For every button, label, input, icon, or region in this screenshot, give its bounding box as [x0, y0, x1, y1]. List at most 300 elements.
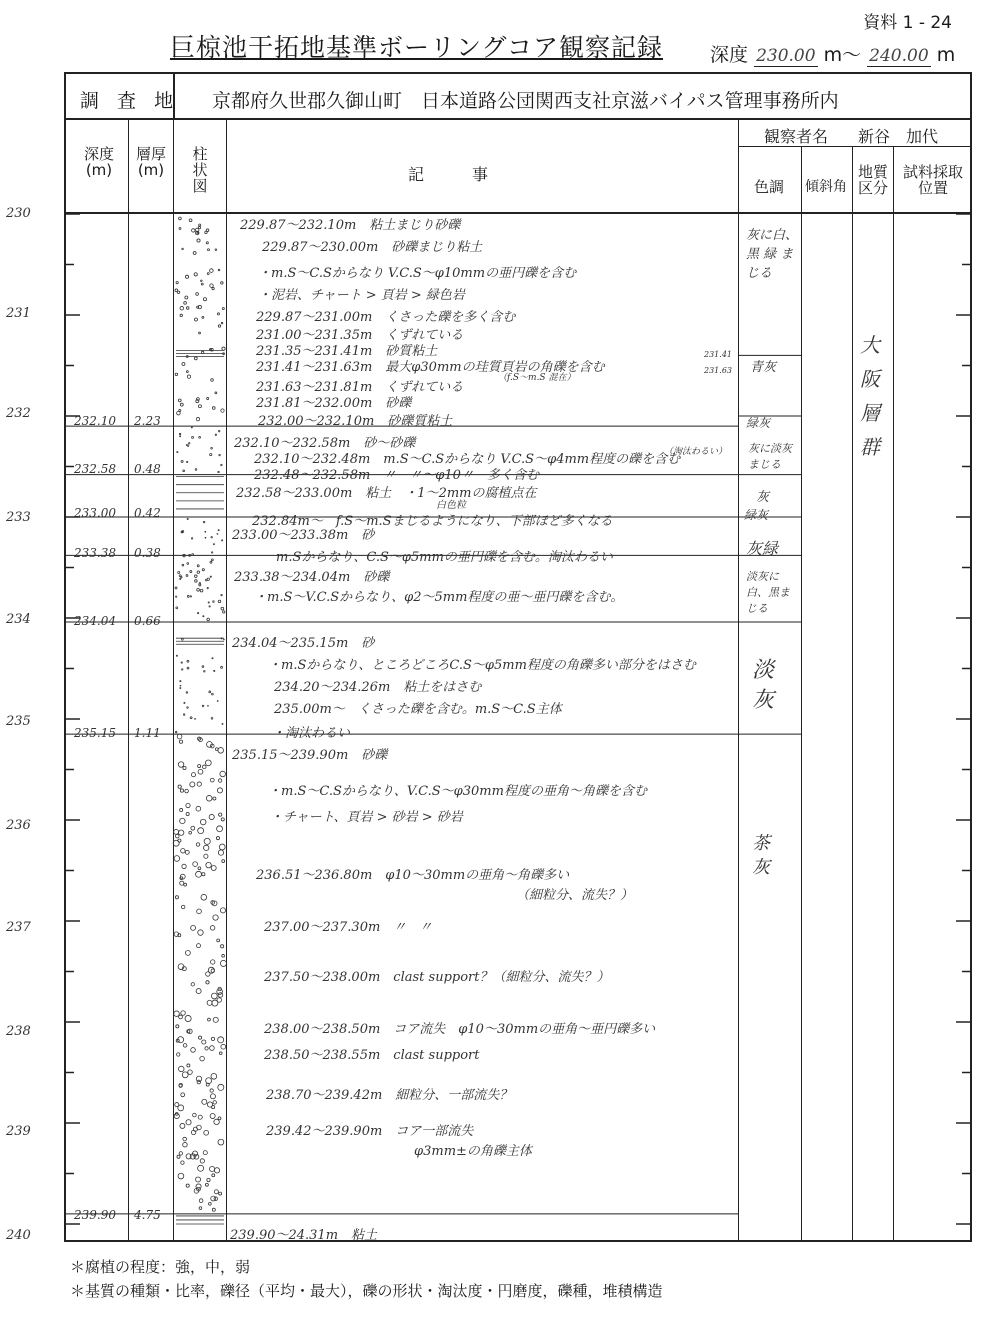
gravel-symbol — [217, 313, 219, 315]
depth-tick: 235 — [6, 714, 31, 729]
gravel-symbol — [186, 803, 190, 807]
gravel-symbol — [218, 325, 220, 327]
gravel-symbol — [194, 318, 197, 321]
gravel-symbol — [203, 1151, 207, 1155]
gravel-symbol — [177, 411, 181, 415]
description-entry: 238.50〜238.55m clast support — [264, 1048, 480, 1063]
gravel-symbol — [196, 1076, 201, 1081]
depth-tick: 236 — [6, 818, 31, 833]
gravel-symbol — [210, 576, 211, 577]
gravel-symbol — [196, 293, 199, 296]
description-entry: 232.10〜232.58m 砂〜砂礫 — [234, 436, 416, 451]
depth-range-label: 深度 — [710, 44, 749, 66]
gravel-symbol — [190, 571, 192, 573]
description-entry: φ3mm±の角礫主体 — [414, 1144, 532, 1159]
boundary-thickness: 0.48 — [134, 462, 161, 476]
gravel-symbol — [221, 607, 224, 610]
gravel-symbol — [198, 930, 203, 935]
gravel-symbol — [195, 575, 198, 578]
gravel-symbol — [198, 764, 201, 767]
gravel-symbol — [193, 1113, 197, 1117]
footer-note-decay: ＊腐植の程度：強，中，弱 — [70, 1258, 251, 1276]
gravel-symbol — [182, 362, 185, 365]
boundary-depth: 232.58 — [74, 462, 116, 476]
gravel-symbol — [196, 843, 199, 846]
gravel-symbol — [186, 1120, 191, 1125]
gravel-symbol — [222, 308, 224, 310]
color-entry: 淡灰 — [752, 658, 775, 713]
gravel-symbol — [210, 561, 212, 563]
gravel-symbol — [210, 960, 214, 964]
header-geology: 地質区分 — [857, 163, 888, 197]
geology-unit: 大阪層群 — [860, 333, 880, 459]
gravel-symbol — [218, 850, 223, 855]
gravel-symbol — [217, 989, 223, 995]
gravel-symbol — [221, 322, 223, 324]
description-entry: 238.70〜239.42m 細粒分、一部流失？ — [266, 1088, 513, 1103]
gravel-symbol — [201, 283, 203, 285]
gravel-symbol — [185, 275, 188, 278]
sand-symbol — [187, 518, 188, 519]
sand-symbol — [222, 723, 223, 724]
gravel-symbol — [210, 1094, 215, 1099]
description-entry: 231.81〜232.00m 砂礫 — [256, 396, 412, 411]
gravel-symbol — [213, 797, 216, 800]
gravel-symbol — [183, 1142, 187, 1146]
sand-symbol — [181, 460, 183, 462]
gravel-symbol — [180, 818, 185, 823]
sand-symbol — [183, 714, 184, 715]
gravel-symbol — [206, 972, 210, 976]
description-entry: 235.00m〜 くさった礫を含む。m.S〜C.S主体 — [274, 702, 562, 717]
gravel-symbol — [212, 1208, 215, 1211]
gravel-symbol — [201, 280, 203, 282]
sand-symbol — [187, 660, 189, 662]
boundary-depth: 233.38 — [74, 546, 116, 560]
gravel-symbol — [206, 862, 211, 867]
gravel-symbol — [221, 282, 223, 284]
description-entry: 238.00〜238.50m コア流失 φ10〜30mmの亜角〜亜円礫多い — [264, 1022, 656, 1037]
header-description: 記 事 — [408, 165, 489, 184]
gravel-symbol — [204, 838, 210, 844]
boundary-thickness: 0.66 — [134, 614, 161, 628]
depth-range-unit1: m〜 — [823, 44, 862, 66]
gravel-symbol — [202, 765, 206, 769]
gravel-symbol — [198, 769, 203, 774]
gravel-symbol — [196, 871, 202, 877]
gravel-symbol — [210, 269, 214, 273]
reference-label: 資料 1 - 24 — [863, 13, 952, 33]
gravel-symbol — [181, 577, 182, 578]
gravel-symbol — [183, 766, 186, 769]
depth-tick: 240 — [6, 1228, 31, 1243]
gravel-symbol — [219, 1052, 222, 1055]
sand-symbol — [210, 454, 212, 456]
sand-symbol — [190, 717, 192, 719]
gravel-symbol — [181, 1093, 185, 1097]
boundary-thickness: 0.42 — [134, 506, 161, 520]
gravel-symbol — [214, 1190, 218, 1194]
sand-symbol — [184, 702, 185, 703]
gravel-symbol — [176, 281, 178, 283]
sand-symbol — [192, 554, 194, 556]
gravel-symbol — [198, 828, 204, 834]
gravel-symbol — [202, 873, 205, 876]
sand-symbol — [181, 662, 182, 663]
gravel-symbol — [189, 219, 192, 222]
sand-symbol — [180, 436, 181, 437]
gravel-symbol — [210, 1046, 215, 1051]
sand-symbol — [218, 530, 219, 531]
sand-symbol — [217, 701, 218, 702]
gravel-symbol — [217, 826, 223, 832]
gravel-symbol — [177, 1053, 180, 1056]
sand-symbol — [212, 658, 213, 659]
side-note: （淘汰わるい） — [664, 447, 728, 457]
gravel-symbol — [222, 954, 225, 957]
gravel-symbol — [215, 249, 217, 251]
gravel-symbol — [199, 1207, 202, 1210]
boundary-depth: 235.15 — [74, 726, 116, 740]
depth-tick: 230 — [6, 206, 31, 221]
sand-symbol — [176, 655, 177, 656]
gravel-symbol — [220, 908, 225, 913]
gravel-symbol — [196, 806, 201, 811]
gravel-symbol — [211, 1073, 217, 1079]
gravel-symbol — [202, 569, 204, 571]
gravel-symbol — [211, 559, 213, 561]
gravel-symbol — [197, 565, 199, 567]
gravel-symbol — [179, 228, 181, 230]
gravel-symbol — [185, 296, 188, 299]
depth-tick: 231 — [6, 306, 31, 321]
boundary-thickness: 4.75 — [134, 1208, 161, 1222]
gravel-symbol — [191, 983, 194, 986]
gravel-symbol — [218, 748, 224, 754]
gravel-symbol — [205, 760, 211, 766]
sand-symbol — [195, 718, 196, 719]
gravel-symbol — [204, 1130, 209, 1135]
sand-symbol — [212, 693, 214, 695]
gravel-symbol — [210, 1089, 213, 1092]
description-entry: 232.84m〜 f.S〜m.Sまじるようになり、下部ほど多くなる — [252, 514, 613, 529]
gravel-symbol — [178, 1173, 184, 1179]
gravel-symbol — [182, 864, 186, 868]
gravel-symbol — [185, 950, 190, 955]
description-entry: 231.63〜231.81m くずれている — [256, 380, 464, 395]
gravel-symbol — [187, 1064, 190, 1067]
description-entry: ・m.Sからなり、ところどころC.S〜φ5mm程度の角礫多い部分をはさむ — [268, 658, 696, 673]
sand-symbol — [179, 433, 181, 435]
gravel-symbol — [183, 1137, 187, 1141]
color-entry: 灰に淡灰まじる — [748, 442, 792, 471]
gravel-symbol — [197, 589, 200, 592]
gravel-symbol — [218, 600, 221, 603]
gravel-symbol — [178, 571, 180, 573]
description-entry: 231.35〜231.41m 砂質粘土 — [256, 344, 438, 359]
gravel-symbol — [201, 894, 207, 900]
gravel-symbol — [176, 607, 178, 609]
sand-symbol — [217, 533, 218, 534]
gravel-symbol — [212, 1000, 218, 1006]
gravel-symbol — [193, 252, 196, 255]
header-sampling: 試料採取位置 — [902, 163, 963, 197]
gravel-symbol — [196, 417, 199, 420]
gravel-symbol — [174, 829, 179, 834]
sand-symbol — [187, 707, 189, 709]
gravel-symbol — [220, 960, 226, 966]
gravel-symbol — [197, 944, 201, 948]
sand-symbol — [203, 521, 205, 523]
gravel-symbol — [186, 812, 189, 815]
description-entry: 229.87〜231.00m くさった礫を多く含む — [256, 310, 516, 325]
gravel-symbol — [198, 1036, 201, 1039]
description-entry: 232.10〜232.48m m.S〜C.Sからなり V.C.S〜φ4mm程度の礫を含む — [254, 452, 681, 467]
description-entry: 232.48〜232.58m 〃 〃〜φ10〃 多く含む — [254, 468, 539, 483]
gravel-symbol — [195, 580, 197, 582]
sand-symbol — [186, 445, 187, 446]
gravel-symbol — [180, 1123, 185, 1128]
footer-note-matrix: ＊基質の種類・比率，礫径（平均・最大），礫の形状・淘汰度・円磨度，礫種，堆積構造 — [70, 1282, 663, 1300]
gravel-symbol — [219, 1192, 222, 1195]
depth-tick: 238 — [6, 1024, 31, 1039]
gravel-symbol — [187, 563, 189, 565]
sand-symbol — [209, 691, 211, 693]
sand-symbol — [186, 692, 188, 694]
sand-symbol — [180, 688, 181, 689]
gravel-symbol — [181, 849, 185, 853]
gravel-symbol — [219, 844, 225, 850]
gravel-symbol — [181, 905, 185, 909]
sand-symbol — [199, 436, 201, 438]
description-entry: ・チャート、頁岩 > 砂岩 > 砂岩 — [270, 810, 463, 825]
gravel-symbol — [182, 248, 184, 250]
color-entry: 淡灰に白、黒まじる — [746, 570, 790, 615]
description-entry: 233.38〜234.04m 砂礫 — [234, 570, 390, 585]
gravel-symbol — [197, 909, 202, 914]
gravel-symbol — [191, 925, 196, 930]
gravel-symbol — [197, 306, 199, 308]
gravel-symbol — [210, 284, 213, 287]
gravel-symbol — [175, 373, 177, 375]
sand-symbol — [191, 538, 192, 539]
color-entry: 灰緑 — [746, 539, 779, 558]
description-entry: 235.15〜239.90m 砂礫 — [232, 748, 388, 763]
color-entry: 灰に白、黒 緑 まじる — [746, 228, 799, 281]
gravel-symbol — [186, 575, 188, 577]
gravel-symbol — [210, 778, 214, 782]
gravel-symbol — [191, 1048, 196, 1053]
gravel-symbol — [221, 594, 222, 595]
gravel-symbol — [204, 845, 209, 850]
gravel-symbol — [175, 587, 177, 589]
gravel-symbol — [213, 915, 218, 920]
gravel-symbol — [206, 242, 208, 244]
gravel-symbol — [187, 375, 190, 378]
gravel-symbol — [176, 1025, 179, 1028]
gravel-symbol — [221, 1044, 226, 1049]
description-entry: 237.50〜238.00m clast support？（細粒分、流失？） — [264, 970, 610, 985]
color-entry: 灰 — [756, 490, 770, 505]
gravel-symbol — [218, 993, 223, 998]
gravel-symbol — [197, 782, 201, 786]
side-note: 白色粒 — [436, 500, 466, 511]
gravel-symbol — [182, 564, 184, 566]
gravel-symbol — [202, 1099, 207, 1104]
depth-tick: 233 — [6, 510, 31, 525]
description-entry: ・泥岩、チャート > 頁岩 > 緑色岩 — [258, 288, 465, 303]
description-entry: 237.00〜237.30m 〃 〃 — [264, 920, 433, 935]
gravel-symbol — [197, 232, 199, 234]
description-entry: m.Sからなり、C.S〜φ5mmの亜円礫を含む。淘汰わるい — [276, 550, 613, 565]
gravel-symbol — [191, 826, 195, 830]
gravel-symbol — [180, 306, 184, 310]
gravel-symbol — [202, 1040, 206, 1044]
gravel-symbol — [180, 314, 182, 316]
gravel-symbol — [205, 1183, 208, 1186]
sand-symbol — [175, 731, 177, 733]
depth-tick: 237 — [6, 920, 31, 935]
gravel-symbol — [203, 298, 206, 301]
sand-symbol — [191, 427, 192, 428]
gravel-symbol — [213, 601, 215, 603]
gravel-symbol — [178, 762, 184, 768]
gravel-symbol — [200, 1056, 205, 1061]
gravel-symbol — [198, 867, 201, 870]
depth-range-unit2: m — [936, 44, 956, 66]
gravel-symbol — [175, 596, 176, 597]
description-entry: 239.90〜24.31m 粘土 — [230, 1228, 378, 1243]
boundary-thickness: 2.23 — [134, 414, 161, 428]
gravel-symbol — [218, 779, 221, 782]
gravel-symbol — [207, 578, 209, 580]
gravel-symbol — [217, 788, 222, 793]
gravel-symbol — [184, 883, 187, 886]
gravel-symbol — [196, 989, 201, 994]
gravel-symbol — [196, 1177, 201, 1182]
description-entry: ・m.S〜V.C.Sからなり、φ2〜5mm程度の亜〜亜円礫を含む。 — [254, 590, 624, 605]
sand-symbol — [202, 666, 204, 668]
gravel-symbol — [209, 1166, 214, 1171]
boundary-depth: 233.00 — [74, 506, 116, 520]
gravel-symbol — [206, 1078, 212, 1084]
gravel-symbol — [214, 1119, 219, 1124]
sand-symbol — [202, 705, 204, 707]
gravel-symbol — [217, 939, 220, 942]
sand-symbol — [213, 544, 214, 545]
gravel-symbol — [190, 782, 195, 787]
gravel-symbol — [175, 834, 179, 838]
description-entry: 232.58〜233.00m 粘土 ・1〜2mmの腐植点在 — [236, 486, 537, 501]
gravel-symbol — [179, 409, 181, 411]
gravel-symbol — [200, 589, 203, 592]
description-entry: 239.42〜239.90m コア一部流失 — [266, 1124, 474, 1139]
description-entry: 229.87〜232.10m 粘土まじり砂礫 — [240, 218, 461, 233]
gravel-symbol — [197, 1125, 202, 1130]
gravel-symbol — [207, 397, 209, 399]
gravel-symbol — [187, 595, 189, 597]
gravel-symbol — [183, 1044, 187, 1048]
gravel-symbol — [209, 1203, 212, 1206]
description-entry: 231.00〜231.35m くずれている — [256, 328, 464, 343]
header-dip: 傾斜角 — [805, 179, 847, 195]
sand-symbol — [214, 670, 215, 671]
description-entry: ・淘汰わるい — [272, 726, 351, 741]
sand-symbol — [204, 671, 206, 673]
gravel-symbol — [207, 273, 209, 275]
gravel-symbol — [211, 379, 214, 382]
gravel-symbol — [218, 1037, 224, 1043]
gravel-symbol — [180, 403, 183, 406]
side-note: （f.S〜m.S 混在） — [498, 373, 576, 383]
sand-symbol — [223, 639, 224, 640]
gravel-symbol — [207, 1000, 212, 1005]
gravel-symbol — [194, 357, 197, 360]
gravel-symbol — [212, 287, 214, 289]
gravel-symbol — [199, 1199, 203, 1203]
gravel-symbol — [188, 1070, 193, 1075]
sand-symbol — [189, 443, 190, 444]
gravel-symbol — [194, 273, 197, 276]
side-note: 231.63 — [704, 366, 732, 375]
description-entry: 232.00〜232.10m 砂礫質粘土 — [258, 414, 453, 429]
gravel-symbol — [206, 981, 209, 984]
depth-tick: 234 — [6, 612, 31, 627]
gravel-symbol — [177, 291, 180, 294]
gravel-symbol — [218, 1139, 224, 1145]
gravel-symbol — [186, 371, 188, 373]
gravel-symbol — [198, 226, 200, 228]
color-entry: 緑灰 — [744, 508, 769, 522]
gravel-symbol — [185, 850, 189, 854]
gravel-symbol — [178, 839, 181, 842]
gravel-symbol — [197, 239, 200, 242]
gravel-symbol — [177, 734, 182, 739]
description-entry: （細粒分、流失？） — [516, 888, 634, 903]
sand-symbol — [221, 464, 222, 465]
sand-symbol — [192, 436, 194, 438]
depth-tick: 239 — [6, 1124, 31, 1139]
gravel-symbol — [215, 748, 218, 751]
gravel-symbol — [200, 1159, 204, 1163]
gravel-symbol — [174, 1011, 180, 1017]
sand-symbol — [187, 461, 188, 462]
gravel-symbol — [203, 616, 204, 617]
sand-symbol — [219, 454, 220, 455]
gravel-symbol — [193, 862, 198, 867]
depth-range-to: 240.00 — [869, 46, 929, 66]
gravel-symbol — [175, 896, 178, 899]
gravel-symbol — [199, 224, 201, 226]
color-entry: 青灰 — [750, 360, 777, 375]
gravel-symbol — [180, 578, 181, 579]
gravel-symbol — [208, 1018, 211, 1021]
sand-symbol — [222, 540, 223, 541]
gravel-symbol — [182, 1072, 188, 1078]
description-entry: 233.00〜233.38m 砂 — [232, 528, 375, 543]
boundary-thickness: 0.38 — [134, 546, 161, 560]
gravel-symbol — [179, 217, 182, 220]
gravel-symbol — [185, 789, 189, 793]
sand-symbol — [205, 537, 206, 538]
gravel-symbol — [212, 1174, 215, 1177]
gravel-symbol — [175, 1103, 179, 1107]
gravel-symbol — [181, 1011, 186, 1016]
color-entry: 茶灰 — [752, 833, 770, 878]
gravel-symbol — [190, 596, 191, 597]
gravel-symbol — [174, 856, 180, 862]
description-entry: ・m.S〜C.Sからなり、V.C.S〜φ30mm程度の亜角〜角礫を含む — [268, 784, 647, 799]
